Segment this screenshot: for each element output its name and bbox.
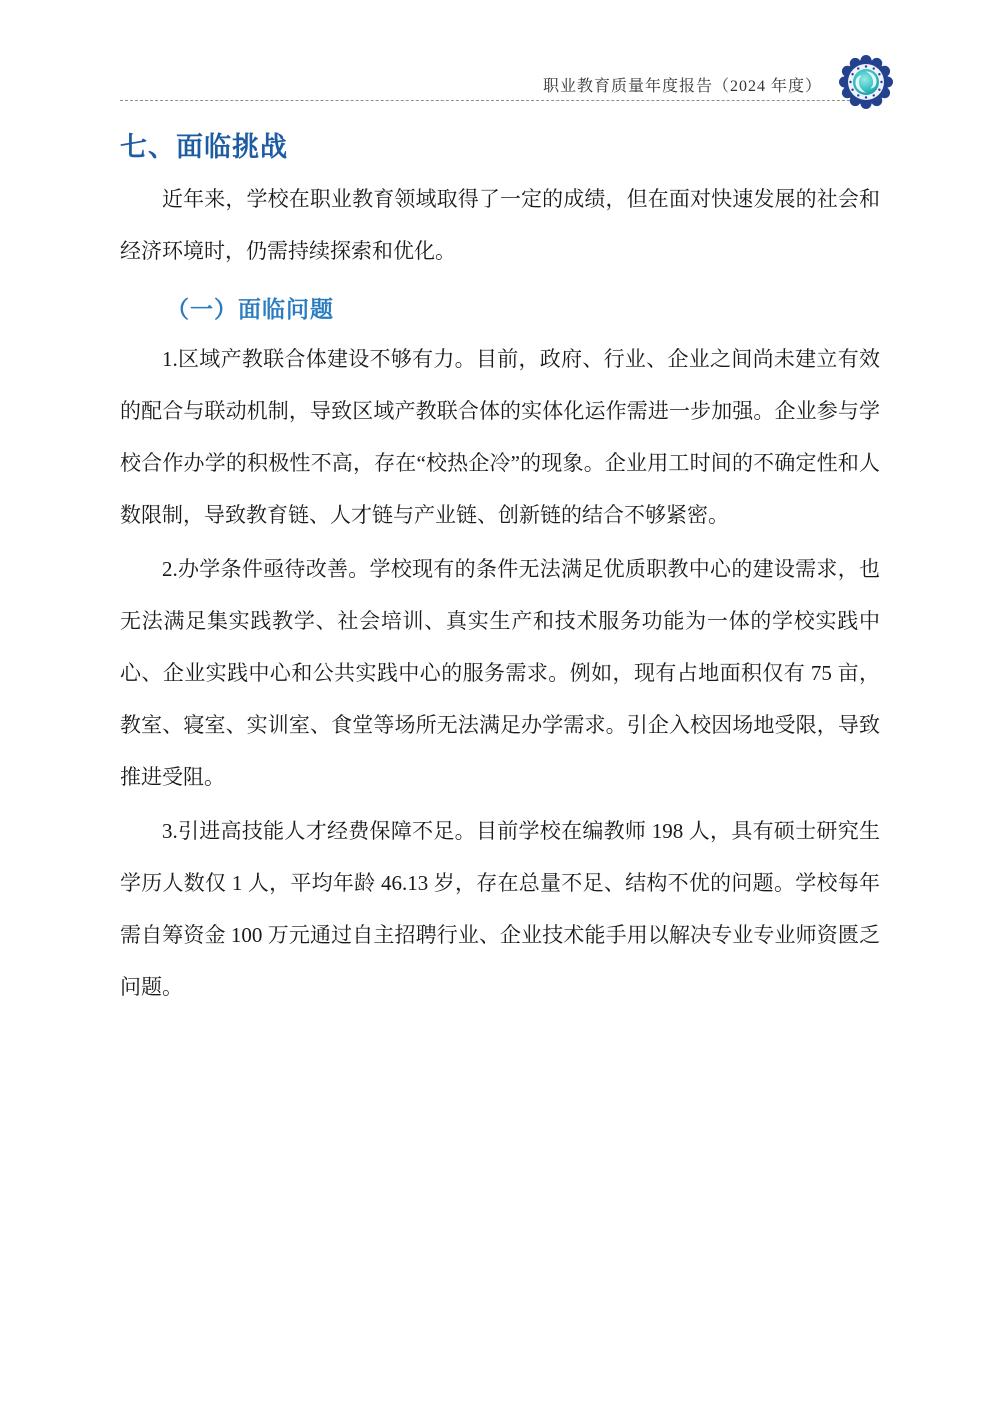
paragraph-problem-3: 3.引进高技能人才经费保障不足。目前学校在编教师 198 人，具有硕士研究生学历人数仅 1 人，平均年龄 46.13 岁，存在总量不足、结构不优的问题。学校每年需自筹资金 100 万元通过自主招聘行业、企业技术能手用以解决专业专业师资匮乏问题。 [120,819,880,999]
document-body [120,127,880,1013]
section-title: 七、面临挑战 [120,132,288,162]
problem-paragraphs [120,333,880,1013]
paragraph-problem-1: 1.区域产教联合体建设不够有力。目前，政府、行业、企业之间尚未建立有效的配合与联动机制，导致区域产教联合体的实体化运作需进一步加强。企业参与学校合作办学的积极性不高，存在“校热企冷”的现象。企业用工时间的不确定性和人数限制，导致教育链、人才链与产业链、创新链的结合不够紧密。 [120,347,880,527]
intro-paragraph: 近年来，学校在职业教育领域取得了一定的成绩，但在面对快速发展的社会和经济环境时，仍需持续探索和优化。 [120,187,880,263]
paragraph-problem-2: 2.办学条件亟待改善。学校现有的条件无法满足优质职教中心的建设需求，也无法满足集实践教学、社会培训、真实生产和技术服务功能为一体的学校实践中心、企业实践中心和公共实践中心的服务需求。例如，现有占地面积仅有 75 亩，教室、寝室、实训室、食堂等场所无法满足办学需求。引企入校因场地受限，导致推进受阻。 [120,557,880,789]
report-header-title: 职业教育质量年度报告（2024 年度） [542,78,822,95]
page-header [120,0,880,101]
school-emblem-icon [836,52,896,112]
subsection-title: （一）面临问题 [166,297,334,322]
